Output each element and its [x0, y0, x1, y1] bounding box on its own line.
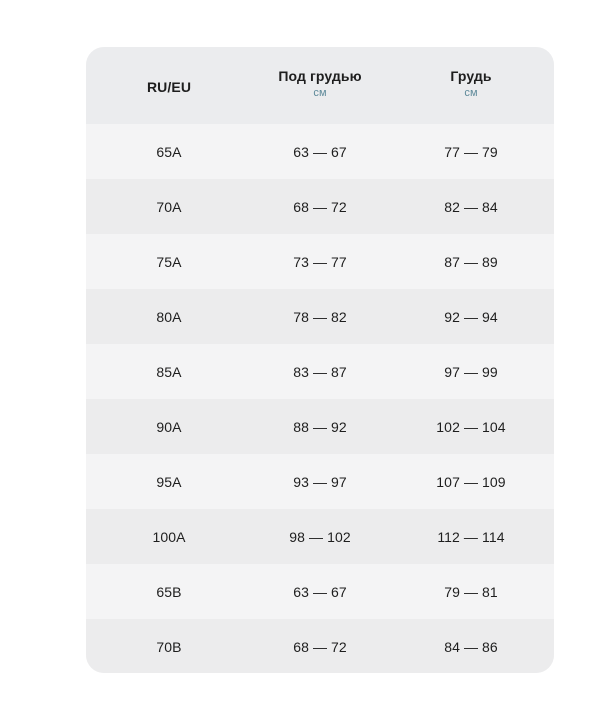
size-cell: 65B	[156, 583, 182, 600]
underbust-cell: 88 — 92	[293, 418, 347, 435]
underbust-cell: 68 — 72	[293, 638, 347, 655]
size-cell: 70B	[156, 638, 182, 655]
underbust-cell: 83 — 87	[293, 363, 347, 380]
underbust-cell: 68 — 72	[293, 198, 347, 215]
table-row	[86, 619, 554, 673]
size-chart-table	[86, 47, 554, 673]
bust-cell: 92 — 94	[444, 308, 498, 325]
table-row	[86, 179, 554, 234]
header-title: Под грудью	[278, 67, 362, 84]
bust-cell: 112 — 114	[437, 528, 505, 545]
table-row	[86, 564, 554, 619]
underbust-cell: 93 — 97	[293, 473, 347, 490]
size-cell: 65A	[156, 143, 182, 160]
bust-cell: 107 — 109	[436, 473, 506, 490]
table-row	[86, 344, 554, 399]
bust-cell: 97 — 99	[444, 363, 498, 380]
header-title: RU/EU	[146, 78, 192, 95]
size-cell: 95A	[156, 473, 182, 490]
table-header	[86, 47, 554, 124]
bust-cell: 77 — 79	[444, 143, 498, 160]
table-row	[86, 234, 554, 289]
size-cell: 75A	[156, 253, 182, 270]
size-cell: 90A	[156, 418, 182, 435]
size-cell: 100A	[152, 528, 186, 545]
underbust-cell: 98 — 102	[289, 528, 351, 545]
header-cell-bust	[388, 68, 554, 100]
table-row	[86, 454, 554, 509]
size-cell: 85A	[156, 363, 182, 380]
header-unit: см	[313, 86, 327, 99]
bust-cell: 87 — 89	[444, 253, 498, 270]
size-cell: 70A	[156, 198, 182, 215]
table-row	[86, 124, 554, 179]
table-row	[86, 399, 554, 454]
underbust-cell: 63 — 67	[293, 583, 347, 600]
bust-cell: 79 — 81	[444, 583, 498, 600]
header-title: Грудь	[450, 67, 492, 84]
bust-cell: 84 — 86	[444, 638, 498, 655]
underbust-cell: 63 — 67	[293, 143, 347, 160]
table-row	[86, 289, 554, 344]
bust-cell: 82 — 84	[444, 198, 498, 215]
header-cell-ru-eu	[86, 79, 252, 95]
size-cell: 80A	[156, 308, 182, 325]
bust-cell: 102 — 104	[436, 418, 506, 435]
underbust-cell: 78 — 82	[293, 308, 347, 325]
header-cell-underbust	[252, 68, 388, 100]
header-unit: см	[464, 86, 478, 99]
table-row	[86, 509, 554, 564]
underbust-cell: 73 — 77	[293, 253, 347, 270]
